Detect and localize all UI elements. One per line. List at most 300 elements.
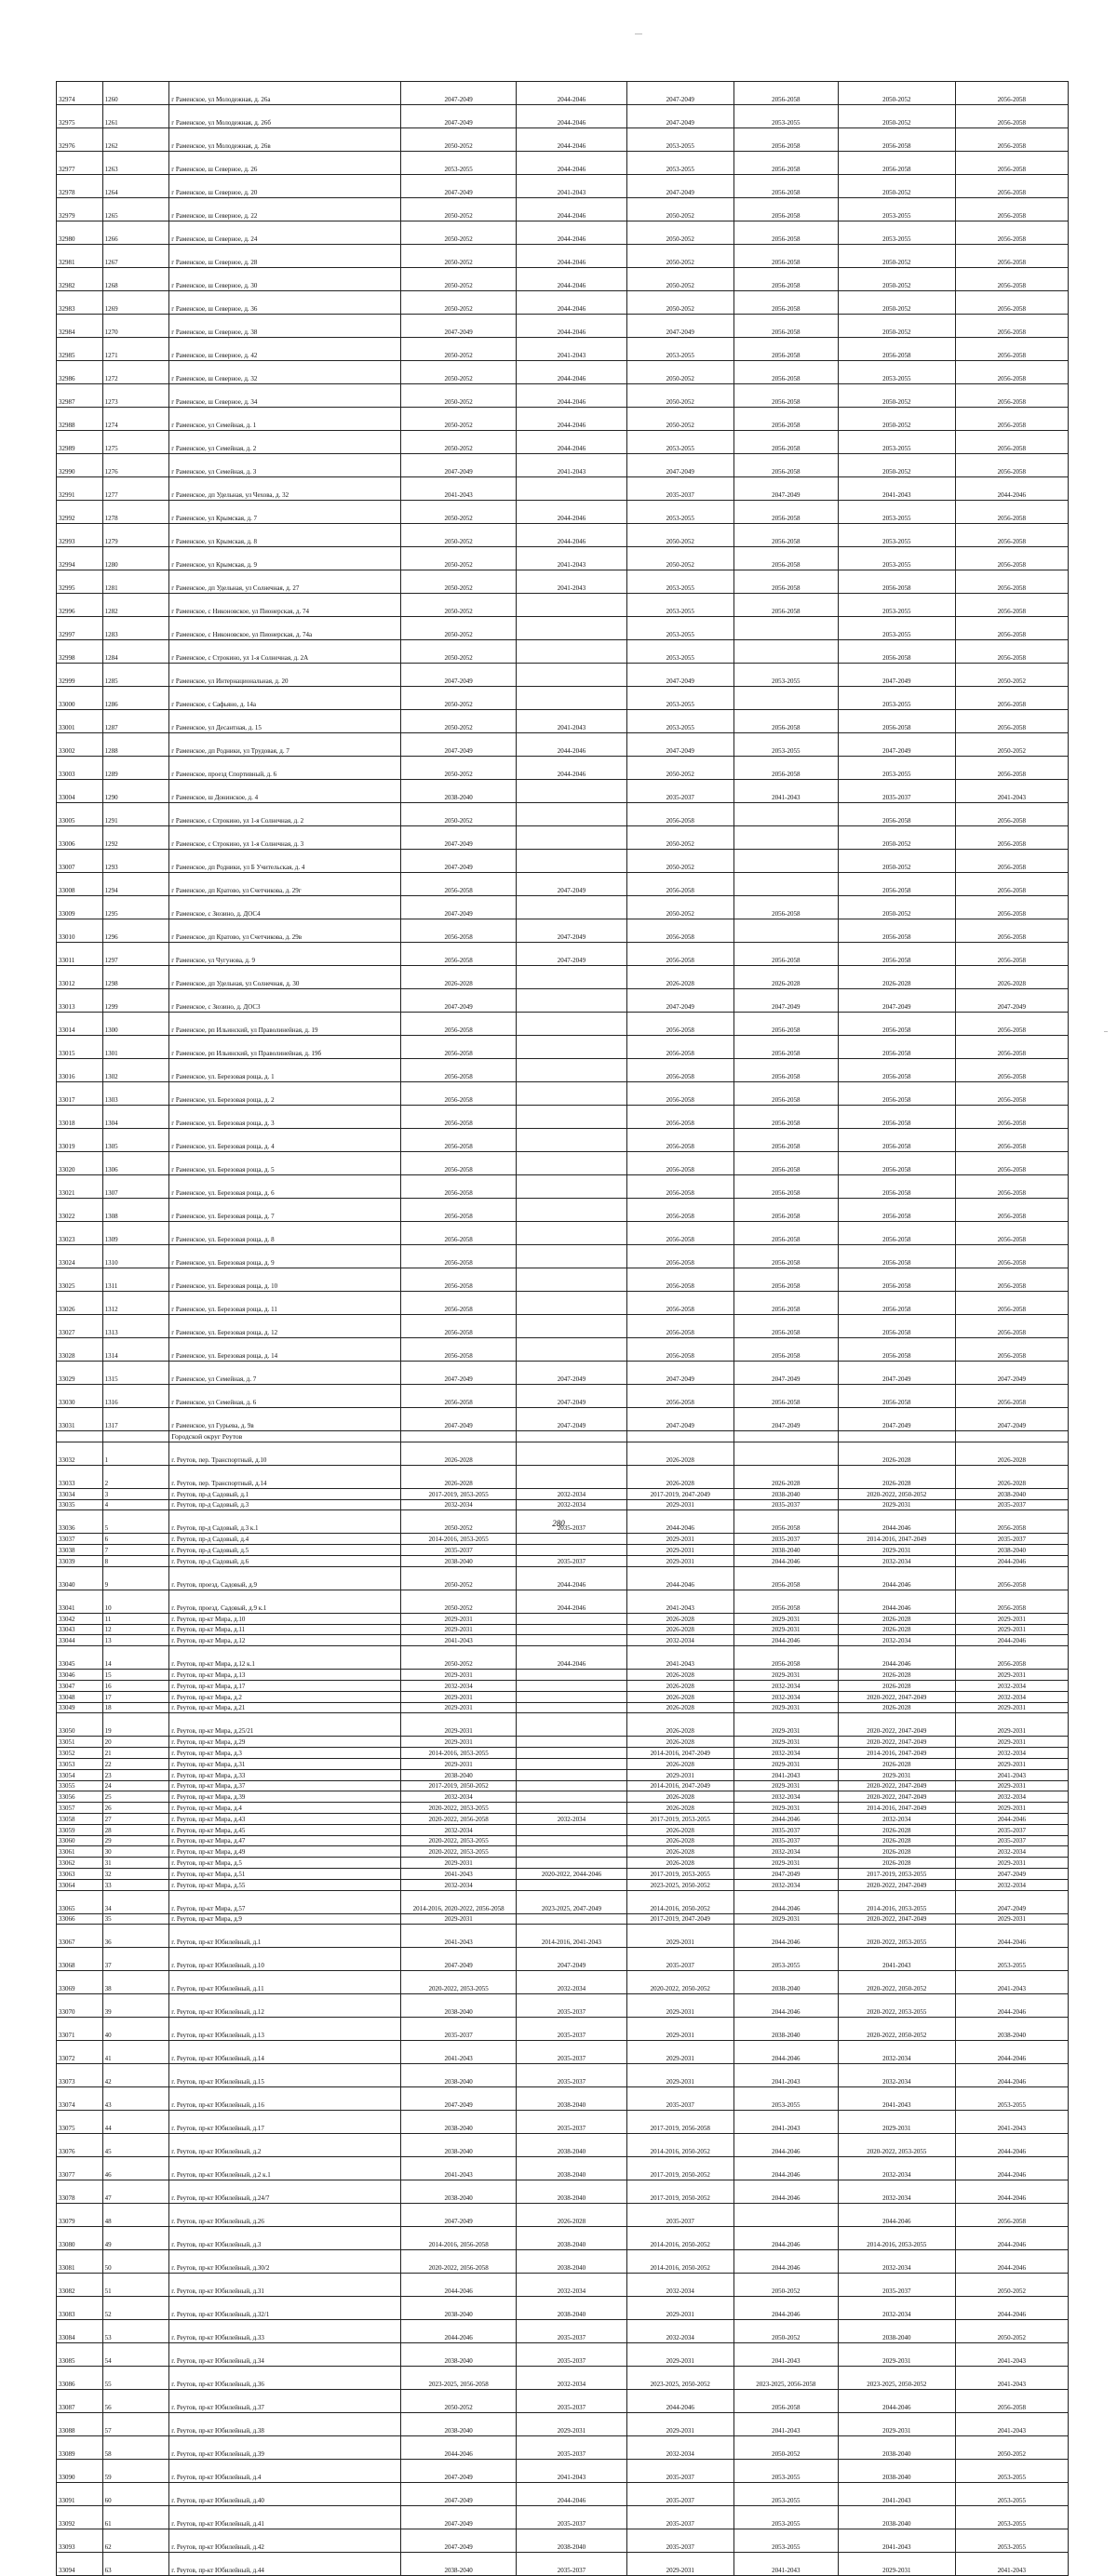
period-cell-6: 2029-2031 <box>955 1613 1068 1624</box>
record-id-cell: 33018 <box>57 1106 103 1129</box>
period-cell-5: 2038-2040 <box>839 2506 956 2529</box>
record-id-cell: 33091 <box>57 2483 103 2506</box>
period-cell-5: 2020-2022, 2047-2049 <box>839 1913 956 1925</box>
period-cell-2: 2044-2046 <box>516 733 626 757</box>
record-id-cell: 33024 <box>57 1245 103 1268</box>
period-cell-5: 2020-2022, 2047-2049 <box>839 1791 956 1803</box>
period-cell-5: 2020-2022, 2050-2052 <box>839 1971 956 1994</box>
period-cell-4: 2056-2058 <box>733 1175 838 1199</box>
period-cell-3: 2026-2028 <box>626 1680 733 1691</box>
local-number-cell: 2 <box>102 1465 169 1488</box>
period-cell-1: 2047-2049 <box>401 664 516 687</box>
period-cell-3: 2047-2049 <box>626 733 733 757</box>
address-cell: г Раменское, ул Крымская, д. 7 <box>169 501 401 524</box>
period-cell-4: 2047-2049 <box>733 989 838 1013</box>
period-cell-5: 2026-2028 <box>839 1824 956 1835</box>
table-row <box>57 2506 1069 2529</box>
period-cell-3: 2047-2049 <box>626 1362 733 1385</box>
address-cell: г. Реутов, пр-кт Юбилейный, д.2 к.1 <box>169 2157 401 2180</box>
period-cell-3: 2050-2052 <box>626 826 733 850</box>
period-cell-3: 2056-2058 <box>626 1082 733 1106</box>
period-cell-3: 2056-2058 <box>626 803 733 826</box>
period-cell-5: 2056-2058 <box>839 1129 956 1152</box>
table-row <box>57 2227 1069 2250</box>
table-row <box>57 873 1069 896</box>
address-cell: г. Реутов, пр-кт Мира, д.21 <box>169 1702 401 1713</box>
table-row <box>57 1680 1069 1691</box>
period-cell-4: 2056-2058 <box>733 524 838 547</box>
local-number-cell: 49 <box>102 2227 169 2250</box>
period-cell-3: 2026-2028 <box>626 1858 733 1869</box>
period-cell-4: 2047-2049 <box>733 1408 838 1431</box>
address-cell: г Раменское, ул. Березовая роща, д. 8 <box>169 1222 401 1245</box>
address-cell: г. Реутов, пр-д Садовый, д.3 к.1 <box>169 1510 401 1534</box>
period-cell-2: 2032-2034 <box>516 1488 626 1499</box>
address-cell: г Раменское, ул. Березовая роща, д. 12 <box>169 1315 401 1338</box>
period-cell-6: 2047-2049 <box>955 1890 1068 1913</box>
period-cell-1: 2047-2049 <box>401 1948 516 1971</box>
record-id-cell: 33020 <box>57 1152 103 1175</box>
table-row <box>57 338 1069 361</box>
table-row <box>57 152 1069 175</box>
local-number-cell: 1308 <box>102 1199 169 1222</box>
period-cell-3: 2050-2052 <box>626 198 733 221</box>
period-cell-2: 2044-2046 <box>516 152 626 175</box>
local-number-cell: 1282 <box>102 594 169 617</box>
address-cell: г Раменское, дп Удельная, ул Солнечная, д. 30 <box>169 966 401 989</box>
period-cell-5: 2026-2028 <box>839 1680 956 1691</box>
local-number-cell: 50 <box>102 2250 169 2274</box>
record-id-cell: 33071 <box>57 2018 103 2041</box>
period-cell-1: 2017-2019, 2053-2055 <box>401 1488 516 1499</box>
period-cell-4: 2038-2040 <box>733 1488 838 1499</box>
local-number-cell: 61 <box>102 2506 169 2529</box>
address-cell: г Раменское, ш Северное, д. 38 <box>169 315 401 338</box>
period-cell-1: 2047-2049 <box>401 2506 516 2529</box>
address-cell: г. Реутов, пр-кт Мира, д.49 <box>169 1846 401 1858</box>
period-cell-6: 2050-2052 <box>955 2320 1068 2343</box>
local-number-cell: 1297 <box>102 943 169 966</box>
record-id-cell: 33023 <box>57 1222 103 1245</box>
period-cell-6: 2044-2046 <box>955 1925 1068 1948</box>
record-id-cell: 33077 <box>57 2157 103 2180</box>
period-cell-3: 2056-2058 <box>626 943 733 966</box>
local-number-cell: 1299 <box>102 989 169 1013</box>
table-row <box>57 1913 1069 1925</box>
period-cell-2: 2047-2049 <box>516 1385 626 1408</box>
period-cell-5: 2032-2034 <box>839 1813 956 1824</box>
record-id-cell: 33006 <box>57 826 103 850</box>
address-cell: г Раменское, ш Северное, д. 26 <box>169 152 401 175</box>
record-id-cell: 32994 <box>57 547 103 570</box>
period-cell-3: 2032-2034 <box>626 1635 733 1646</box>
period-cell-1: 2038-2040 <box>401 780 516 803</box>
period-cell-3: 2047-2049 <box>626 82 733 105</box>
period-cell-5: 2020-2022, 2047-2049 <box>839 1737 956 1748</box>
table-row <box>57 2041 1069 2064</box>
local-number-cell: 1268 <box>102 268 169 291</box>
period-cell-1: 2029-2031 <box>401 1624 516 1635</box>
period-cell-2 <box>516 1791 626 1803</box>
period-cell-2 <box>516 1680 626 1691</box>
period-cell-1: 2047-2049 <box>401 1408 516 1431</box>
table-row <box>57 1534 1069 1545</box>
period-cell-6: 2056-2058 <box>955 338 1068 361</box>
period-cell-2: 2044-2046 <box>516 2483 626 2506</box>
period-cell-3: 2056-2058 <box>626 1013 733 1036</box>
local-number-cell: 21 <box>102 1748 169 1759</box>
period-cell-6: 2056-2058 <box>955 408 1068 431</box>
record-id-cell: 32996 <box>57 594 103 617</box>
address-cell: г. Реутов, пр-кт Юбилейный, д.17 <box>169 2111 401 2134</box>
table-row <box>57 105 1069 128</box>
period-cell-1: 2056-2058 <box>401 1292 516 1315</box>
period-cell-1: 2047-2049 <box>401 733 516 757</box>
period-cell-1: 2038-2040 <box>401 2553 516 2576</box>
address-cell: г Раменское, ул Молодежная, д. 26в <box>169 128 401 152</box>
period-cell-3: 2029-2031 <box>626 1499 733 1510</box>
period-cell-1: 2056-2058 <box>401 1199 516 1222</box>
period-cell-5: 2056-2058 <box>839 1338 956 1362</box>
period-cell-1: 2047-2049 <box>401 850 516 873</box>
local-number-cell: 17 <box>102 1691 169 1702</box>
record-id-cell: 33041 <box>57 1590 103 1613</box>
period-cell-6: 2044-2046 <box>955 2250 1068 2274</box>
local-number-cell: 1313 <box>102 1315 169 1338</box>
address-cell: Городской округ Реутов <box>169 1431 401 1442</box>
period-cell-3: 2029-2031 <box>626 1545 733 1556</box>
period-cell-4: 2056-2058 <box>733 1082 838 1106</box>
period-cell-4: 2029-2031 <box>733 1758 838 1769</box>
period-cell-4: 2044-2046 <box>733 1813 838 1824</box>
period-cell-4: 2029-2031 <box>733 1780 838 1791</box>
table-row <box>57 966 1069 989</box>
period-cell-6: 2056-2058 <box>955 291 1068 315</box>
period-cell-5: 2050-2052 <box>839 896 956 919</box>
period-cell-4: 2047-2049 <box>733 1362 838 1385</box>
table-row <box>57 826 1069 850</box>
period-cell-3: 2050-2052 <box>626 245 733 268</box>
period-cell-5: 2014-2016, 2047-2049 <box>839 1748 956 1759</box>
table-row <box>57 175 1069 198</box>
period-cell-3: 2026-2028 <box>626 1713 733 1737</box>
period-cell-1: 2029-2031 <box>401 1858 516 1869</box>
table-row <box>57 2483 1069 2506</box>
record-id-cell: 33089 <box>57 2436 103 2460</box>
record-id-cell: 33030 <box>57 1385 103 1408</box>
period-cell-3: 2047-2049 <box>626 175 733 198</box>
address-cell: г. Реутов, пр-кт Юбилейный, д.36 <box>169 2367 401 2390</box>
period-cell-1: 2050-2052 <box>401 570 516 594</box>
record-id-cell <box>57 1431 103 1442</box>
period-cell-5 <box>839 1431 956 1442</box>
period-cell-4: 2047-2049 <box>733 1868 838 1879</box>
local-number-cell: 1294 <box>102 873 169 896</box>
period-cell-2: 2035-2037 <box>516 2506 626 2529</box>
period-cell-4: 2056-2058 <box>733 710 838 733</box>
period-cell-3: 2053-2055 <box>626 617 733 640</box>
period-cell-3: 2026-2028 <box>626 1791 733 1803</box>
period-cell-3: 2035-2037 <box>626 2204 733 2227</box>
period-cell-5: 2050-2052 <box>839 408 956 431</box>
address-cell: г Раменское, ул Интернациональная, д. 20 <box>169 664 401 687</box>
period-cell-4: 2053-2055 <box>733 1948 838 1971</box>
period-cell-5: 2029-2031 <box>839 1545 956 1556</box>
period-cell-6: 2056-2058 <box>955 198 1068 221</box>
address-cell: г Раменское, дп Удельная, ул Солнечная, д. 27 <box>169 570 401 594</box>
local-number-cell: 52 <box>102 2297 169 2320</box>
period-cell-2: 2044-2046 <box>516 408 626 431</box>
period-cell-5: 2047-2049 <box>839 1408 956 1431</box>
period-cell-1: 2029-2031 <box>401 1758 516 1769</box>
table-row <box>57 919 1069 943</box>
table-row <box>57 687 1069 710</box>
table-row <box>57 2529 1069 2553</box>
local-number-cell: 31 <box>102 1858 169 1869</box>
period-cell-1: 2056-2058 <box>401 1315 516 1338</box>
period-cell-1: 2050-2052 <box>401 268 516 291</box>
period-cell-5: 2017-2019, 2053-2055 <box>839 1868 956 1879</box>
period-cell-5: 2026-2028 <box>839 1613 956 1624</box>
period-cell-5: 2056-2058 <box>839 1222 956 1245</box>
record-id-cell: 32987 <box>57 384 103 408</box>
period-cell-1: 2047-2049 <box>401 2460 516 2483</box>
period-cell-6: 2029-2031 <box>955 1803 1068 1814</box>
period-cell-3: 2047-2049 <box>626 454 733 477</box>
address-cell: г. Реутов, пр-кт Мира, д.10 <box>169 1613 401 1624</box>
period-cell-6: 2056-2058 <box>955 1059 1068 1082</box>
local-number-cell: 1284 <box>102 640 169 664</box>
address-cell: г Раменское, ш Донинское, д. 4 <box>169 780 401 803</box>
record-id-cell: 33014 <box>57 1013 103 1036</box>
address-cell: г. Реутов, пр-кт Мира, д.9 <box>169 1913 401 1925</box>
period-cell-3: 2056-2058 <box>626 1385 733 1408</box>
record-id-cell: 33001 <box>57 710 103 733</box>
period-cell-2 <box>516 780 626 803</box>
period-cell-2 <box>516 1431 626 1442</box>
record-id-cell: 33086 <box>57 2367 103 2390</box>
period-cell-4: 2053-2055 <box>733 105 838 128</box>
table-row <box>57 1442 1069 1465</box>
record-id-cell: 33062 <box>57 1858 103 1869</box>
period-cell-2: 2035-2037 <box>516 2111 626 2134</box>
local-number-cell: 59 <box>102 2460 169 2483</box>
period-cell-4: 2050-2052 <box>733 2274 838 2297</box>
period-cell-5: 2029-2031 <box>839 1499 956 1510</box>
table-row <box>57 1499 1069 1510</box>
period-cell-5: 2020-2022, 2047-2049 <box>839 1879 956 1890</box>
table-row <box>57 1971 1069 1994</box>
table-row <box>57 1635 1069 1646</box>
record-id-cell: 33065 <box>57 1890 103 1913</box>
local-number-cell: 1261 <box>102 105 169 128</box>
period-cell-3: 2053-2055 <box>626 431 733 454</box>
period-cell-2: 2047-2049 <box>516 1948 626 1971</box>
period-cell-4: 2029-2031 <box>733 1737 838 1748</box>
local-number-cell: 55 <box>102 2367 169 2390</box>
local-number-cell: 30 <box>102 1846 169 1858</box>
local-number-cell: 39 <box>102 1994 169 2018</box>
period-cell-5: 2053-2055 <box>839 547 956 570</box>
period-cell-1: 2038-2040 <box>401 1555 516 1566</box>
period-cell-5: 2056-2058 <box>839 1152 956 1175</box>
table-row <box>57 501 1069 524</box>
period-cell-1: 2050-2052 <box>401 128 516 152</box>
period-cell-4: 2056-2058 <box>733 454 838 477</box>
period-cell-3: 2053-2055 <box>626 128 733 152</box>
address-cell: г. Реутов, проезд. Садовый, д.9 <box>169 1566 401 1590</box>
period-cell-6: 2056-2058 <box>955 850 1068 873</box>
period-cell-6: 2035-2037 <box>955 1534 1068 1545</box>
period-cell-1: 2038-2040 <box>401 2413 516 2436</box>
period-cell-3: 2029-2031 <box>626 2553 733 2576</box>
period-cell-4: 2056-2058 <box>733 1590 838 1613</box>
local-number-cell: 28 <box>102 1824 169 1835</box>
period-cell-4: 2044-2046 <box>733 1994 838 2018</box>
table-row <box>57 1868 1069 1879</box>
period-cell-5: 2026-2028 <box>839 1858 956 1869</box>
period-cell-1: 2029-2031 <box>401 1691 516 1702</box>
period-cell-5: 2044-2046 <box>839 1590 956 1613</box>
address-cell: г. Реутов, пр-кт Юбилейный, д.15 <box>169 2064 401 2087</box>
period-cell-3: 2026-2028 <box>626 1465 733 1488</box>
local-number-cell: 53 <box>102 2320 169 2343</box>
period-cell-6: 2053-2055 <box>955 2506 1068 2529</box>
period-cell-4: 2044-2046 <box>733 2157 838 2180</box>
period-cell-6: 2056-2058 <box>955 152 1068 175</box>
address-cell: г. Реутов, пр-кт Мира, д.37 <box>169 1780 401 1791</box>
address-cell: г. Реутов, пр-кт Мира, д.39 <box>169 1791 401 1803</box>
period-cell-1: 2056-2058 <box>401 1082 516 1106</box>
record-id-cell: 33037 <box>57 1534 103 1545</box>
local-number-cell: 48 <box>102 2204 169 2227</box>
period-cell-2 <box>516 1758 626 1769</box>
period-cell-6: 2032-2034 <box>955 1791 1068 1803</box>
period-cell-3: 2026-2028 <box>626 1737 733 1748</box>
address-cell: г. Реутов, пр-д Садовый, д.1 <box>169 1488 401 1499</box>
table-row <box>57 2413 1069 2436</box>
period-cell-1: 2056-2058 <box>401 1036 516 1059</box>
period-cell-2: 2032-2034 <box>516 1499 626 1510</box>
table-row <box>57 1059 1069 1082</box>
table-row <box>57 245 1069 268</box>
record-id-cell: 33078 <box>57 2180 103 2204</box>
period-cell-6: 2044-2046 <box>955 2180 1068 2204</box>
record-id-cell: 33038 <box>57 1545 103 1556</box>
period-cell-6: 2026-2028 <box>955 966 1068 989</box>
local-number-cell: 54 <box>102 2343 169 2367</box>
period-cell-5: 2032-2034 <box>839 2157 956 2180</box>
period-cell-3: 2050-2052 <box>626 757 733 780</box>
record-id-cell: 33012 <box>57 966 103 989</box>
table-row <box>57 1590 1069 1613</box>
table-row <box>57 1555 1069 1566</box>
period-cell-4: 2041-2043 <box>733 780 838 803</box>
record-id-cell: 32977 <box>57 152 103 175</box>
period-cell-2: 2047-2049 <box>516 873 626 896</box>
period-cell-5: 2053-2055 <box>839 757 956 780</box>
period-cell-3: 2035-2037 <box>626 1948 733 1971</box>
table-row <box>57 1994 1069 2018</box>
address-cell: г Раменское, ш Северное, д. 32 <box>169 361 401 384</box>
period-cell-1: 2032-2034 <box>401 1791 516 1803</box>
record-id-cell: 33026 <box>57 1292 103 1315</box>
period-cell-6: 2044-2046 <box>955 2157 1068 2180</box>
period-cell-2: 2044-2046 <box>516 221 626 245</box>
address-cell: г Раменское, ул. Березовая роща, д. 11 <box>169 1292 401 1315</box>
table-row <box>57 780 1069 803</box>
address-cell: г. Реутов, пр-кт Юбилейный, д.42 <box>169 2529 401 2553</box>
table-row <box>57 315 1069 338</box>
local-number-cell: 1310 <box>102 1245 169 1268</box>
period-cell-4: 2041-2043 <box>733 2111 838 2134</box>
local-number-cell: 3 <box>102 1488 169 1499</box>
table-row <box>57 2320 1069 2343</box>
period-cell-2 <box>516 896 626 919</box>
period-cell-4: 2044-2046 <box>733 2041 838 2064</box>
period-cell-6: 2056-2058 <box>955 1292 1068 1315</box>
period-cell-5: 2038-2040 <box>839 2460 956 2483</box>
local-number-cell: 1279 <box>102 524 169 547</box>
period-cell-4: 2047-2049 <box>733 477 838 501</box>
period-cell-2 <box>516 664 626 687</box>
period-cell-3: 2029-2031 <box>626 2413 733 2436</box>
period-cell-6: 2056-2058 <box>955 2204 1068 2227</box>
period-cell-1: 2026-2028 <box>401 1465 516 1488</box>
record-id-cell: 33013 <box>57 989 103 1013</box>
record-id-cell: 33066 <box>57 1913 103 1925</box>
period-cell-5: 2014-2016, 2047-2049 <box>839 1534 956 1545</box>
period-cell-4: 2044-2046 <box>733 2250 838 2274</box>
address-cell: г. Реутов, пр-кт Мира, д.4 <box>169 1803 401 1814</box>
period-cell-3: 2056-2058 <box>626 1036 733 1059</box>
record-id-cell: 33094 <box>57 2553 103 2576</box>
record-id-cell: 33052 <box>57 1748 103 1759</box>
period-cell-4: 2029-2031 <box>733 1670 838 1681</box>
address-cell: г. Реутов, пр-кт Юбилейный, д.12 <box>169 1994 401 2018</box>
period-cell-4: 2056-2058 <box>733 1315 838 1338</box>
record-id-cell: 33076 <box>57 2134 103 2157</box>
period-cell-6: 2056-2058 <box>955 2390 1068 2413</box>
period-cell-1: 2044-2046 <box>401 2436 516 2460</box>
period-cell-2: 2026-2028 <box>516 2204 626 2227</box>
address-cell: г Раменское, ш Северное, д. 42 <box>169 338 401 361</box>
table-row <box>57 431 1069 454</box>
table-row <box>57 2018 1069 2041</box>
period-cell-3: 2017-2019, 2050-2052 <box>626 2157 733 2180</box>
period-cell-6: 2029-2031 <box>955 1713 1068 1737</box>
period-cell-5: 2056-2058 <box>839 338 956 361</box>
record-id-cell: 33053 <box>57 1758 103 1769</box>
period-cell-5: 2056-2058 <box>839 1082 956 1106</box>
address-cell: г. Реутов, пр-кт Мира, д.29 <box>169 1737 401 1748</box>
table-row <box>57 1758 1069 1769</box>
period-cell-1: 2056-2058 <box>401 943 516 966</box>
address-cell: г. Реутов, пр-кт Юбилейный, д.4 <box>169 2460 401 2483</box>
period-cell-5: 2056-2058 <box>839 152 956 175</box>
period-cell-2: 2044-2046 <box>516 384 626 408</box>
period-cell-3: 2053-2055 <box>626 710 733 733</box>
period-cell-1: 2050-2052 <box>401 1566 516 1590</box>
local-number-cell: 1267 <box>102 245 169 268</box>
record-id-cell: 33046 <box>57 1670 103 1681</box>
period-cell-2: 2029-2031 <box>516 2413 626 2436</box>
period-cell-2: 2044-2046 <box>516 291 626 315</box>
address-cell: г Раменское, с Строкино, ул 1-я Солнечная, д. 2А <box>169 640 401 664</box>
period-cell-2 <box>516 1465 626 1488</box>
period-cell-1: 2050-2052 <box>401 757 516 780</box>
period-cell-3: 2014-2016, 2050-2052 <box>626 2250 733 2274</box>
